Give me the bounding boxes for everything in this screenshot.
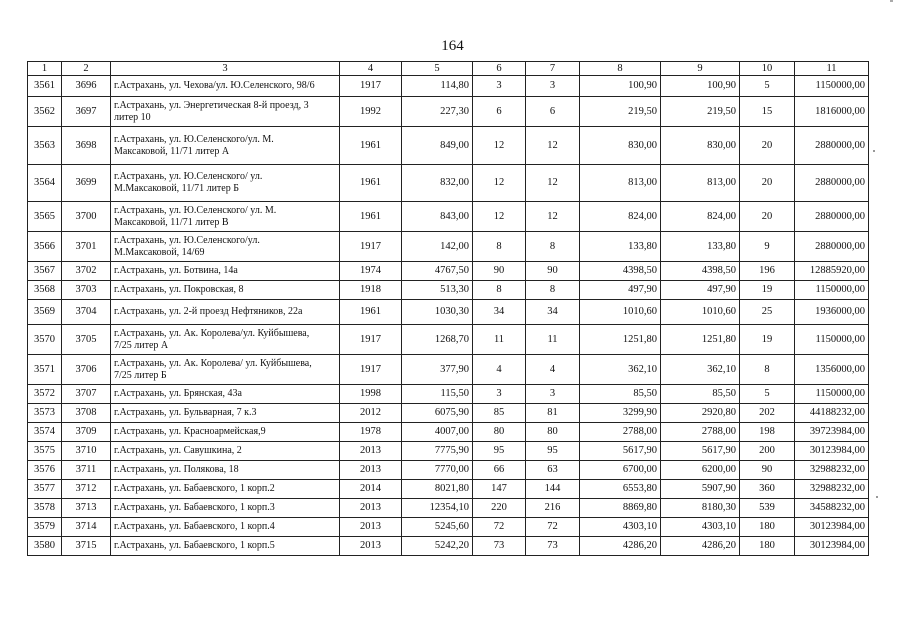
year-built-cell: 1961: [340, 300, 402, 325]
amount-cell: 32988232,00: [795, 480, 869, 499]
residents-count-cell: 5: [740, 385, 795, 404]
units-total-cell: 147: [473, 480, 526, 499]
object-number-cell: 3702: [62, 262, 111, 281]
address-line: г.Астрахань, ул. Бабаевского, 1 корп.4: [114, 521, 275, 532]
living-area-total-cell: 824,00: [580, 202, 661, 232]
address-cell: [111, 423, 340, 442]
total-area-cell: 114,80: [402, 76, 473, 97]
amount-cell: 1356000,00: [795, 355, 869, 385]
total-area-cell: 227,30: [402, 97, 473, 127]
table-row: [28, 404, 869, 423]
amount-cell: 30123984,00: [795, 442, 869, 461]
object-number-cell: 3706: [62, 355, 111, 385]
total-area-cell: 7770,00: [402, 461, 473, 480]
living-area-total-cell: 1251,80: [580, 325, 661, 355]
amount-cell: 2880000,00: [795, 127, 869, 165]
address-line: М.Максаковой, 11/71 литер Б: [114, 183, 239, 194]
residents-count-cell: 5: [740, 76, 795, 97]
column-header: 5: [402, 62, 473, 76]
year-built-cell: 1961: [340, 202, 402, 232]
residents-count-cell: 180: [740, 537, 795, 556]
object-number-cell: 3703: [62, 281, 111, 300]
object-number-cell: 3699: [62, 165, 111, 202]
page-number: 164: [441, 38, 464, 54]
scan-speck: [876, 496, 878, 498]
object-number-cell: 3698: [62, 127, 111, 165]
residents-count-cell: 360: [740, 480, 795, 499]
address-cell: [111, 262, 340, 281]
living-area-total-cell: 497,90: [580, 281, 661, 300]
residents-count-cell: 19: [740, 281, 795, 300]
address-cell: [111, 385, 340, 404]
year-built-cell: 2013: [340, 461, 402, 480]
row-number-cell: 3572: [28, 385, 62, 404]
units-residential-cell: 3: [526, 385, 580, 404]
living-area-total-cell: 4398,50: [580, 262, 661, 281]
table-row: [28, 442, 869, 461]
amount-cell: 1150000,00: [795, 281, 869, 300]
year-built-cell: 2013: [340, 537, 402, 556]
total-area-cell: 1268,70: [402, 325, 473, 355]
year-built-cell: 1917: [340, 76, 402, 97]
column-header: 10: [740, 62, 795, 76]
total-area-cell: 7775,90: [402, 442, 473, 461]
object-number-cell: 3712: [62, 480, 111, 499]
table-row: [28, 76, 869, 97]
row-number-cell: 3566: [28, 232, 62, 262]
residents-count-cell: 200: [740, 442, 795, 461]
object-number-cell: 3705: [62, 325, 111, 355]
total-area-cell: 4007,00: [402, 423, 473, 442]
units-total-cell: 12: [473, 127, 526, 165]
year-built-cell: 2013: [340, 442, 402, 461]
residents-count-cell: 9: [740, 232, 795, 262]
address-cell: [111, 442, 340, 461]
table-row: [28, 355, 869, 385]
object-number-cell: 3704: [62, 300, 111, 325]
year-built-cell: 1974: [340, 262, 402, 281]
living-area-residential-cell: 8180,30: [661, 499, 740, 518]
residents-count-cell: 198: [740, 423, 795, 442]
residents-count-cell: 15: [740, 97, 795, 127]
units-total-cell: 85: [473, 404, 526, 423]
units-total-cell: 34: [473, 300, 526, 325]
address-line: г.Астрахань, ул. Полякова, 18: [114, 464, 239, 475]
units-residential-cell: 144: [526, 480, 580, 499]
units-total-cell: 4: [473, 355, 526, 385]
year-built-cell: 1917: [340, 355, 402, 385]
row-number-cell: 3569: [28, 300, 62, 325]
units-residential-cell: 4: [526, 355, 580, 385]
units-total-cell: 12: [473, 202, 526, 232]
living-area-residential-cell: 100,90: [661, 76, 740, 97]
address-line: М.Максаковой, 14/69: [114, 246, 205, 258]
address-line: г.Астрахань, ул. Ю.Селенского/ул.: [114, 234, 260, 246]
amount-cell: 2880000,00: [795, 165, 869, 202]
living-area-total-cell: 6553,80: [580, 480, 661, 499]
column-header: 1: [28, 62, 62, 76]
address-line: литер 10: [114, 111, 151, 123]
table-row: [28, 202, 869, 232]
units-total-cell: 80: [473, 423, 526, 442]
living-area-total-cell: 4303,10: [580, 518, 661, 537]
units-total-cell: 73: [473, 537, 526, 556]
residents-count-cell: 19: [740, 325, 795, 355]
address-line: г.Астрахань, ул. Ю.Селенского/ ул. М.: [114, 204, 277, 216]
living-area-total-cell: 5617,90: [580, 442, 661, 461]
amount-cell: 2880000,00: [795, 202, 869, 232]
living-area-residential-cell: 5617,90: [661, 442, 740, 461]
address-line: 7/25 литер Б: [114, 369, 167, 381]
total-area-cell: 377,90: [402, 355, 473, 385]
address-line: Максаковой, 11/71 литер А: [114, 145, 230, 157]
residents-count-cell: 196: [740, 262, 795, 281]
total-area-cell: 8021,80: [402, 480, 473, 499]
units-residential-cell: 90: [526, 262, 580, 281]
table-row: [28, 480, 869, 499]
living-area-total-cell: 3299,90: [580, 404, 661, 423]
living-area-residential-cell: 2788,00: [661, 423, 740, 442]
total-area-cell: 513,30: [402, 281, 473, 300]
living-area-total-cell: 100,90: [580, 76, 661, 97]
table-row: [28, 97, 869, 127]
year-built-cell: 1961: [340, 165, 402, 202]
row-number-cell: 3580: [28, 537, 62, 556]
address-line: г.Астрахань, ул. Савушкина, 2: [114, 445, 242, 456]
object-number-cell: 3700: [62, 202, 111, 232]
living-area-total-cell: 8869,80: [580, 499, 661, 518]
total-area-cell: 12354,10: [402, 499, 473, 518]
living-area-total-cell: 133,80: [580, 232, 661, 262]
object-number-cell: 3711: [62, 461, 111, 480]
object-number-cell: 3701: [62, 232, 111, 262]
address-cell: [111, 165, 340, 202]
header-row: [28, 62, 869, 76]
object-number-cell: 3715: [62, 537, 111, 556]
address-line: Максаковой, 11/71 литер В: [114, 216, 229, 228]
living-area-total-cell: 362,10: [580, 355, 661, 385]
residents-count-cell: 8: [740, 355, 795, 385]
living-area-residential-cell: 4398,50: [661, 262, 740, 281]
row-number-cell: 3568: [28, 281, 62, 300]
total-area-cell: 4767,50: [402, 262, 473, 281]
row-number-cell: 3579: [28, 518, 62, 537]
table-row: [28, 165, 869, 202]
object-number-cell: 3707: [62, 385, 111, 404]
year-built-cell: 1978: [340, 423, 402, 442]
units-residential-cell: 12: [526, 165, 580, 202]
units-residential-cell: 3: [526, 76, 580, 97]
year-built-cell: 1917: [340, 325, 402, 355]
living-area-residential-cell: 824,00: [661, 202, 740, 232]
table-row: [28, 262, 869, 281]
living-area-total-cell: 830,00: [580, 127, 661, 165]
object-number-cell: 3714: [62, 518, 111, 537]
table-row: [28, 325, 869, 355]
living-area-residential-cell: 830,00: [661, 127, 740, 165]
row-number-cell: 3578: [28, 499, 62, 518]
table-row: [28, 232, 869, 262]
amount-cell: 1150000,00: [795, 325, 869, 355]
year-built-cell: 1998: [340, 385, 402, 404]
address-line: г.Астрахань, ул. Ак. Королева/ ул. Куйбышева,: [114, 357, 312, 369]
units-total-cell: 72: [473, 518, 526, 537]
year-built-cell: 2013: [340, 518, 402, 537]
row-number-cell: 3577: [28, 480, 62, 499]
table-row: [28, 499, 869, 518]
year-built-cell: 1961: [340, 127, 402, 165]
year-built-cell: 2012: [340, 404, 402, 423]
address-line: г.Астрахань, ул. Красноармейская,9: [114, 426, 266, 437]
units-total-cell: 12: [473, 165, 526, 202]
residents-count-cell: 20: [740, 202, 795, 232]
living-area-residential-cell: 5907,90: [661, 480, 740, 499]
address-cell: [111, 404, 340, 423]
units-residential-cell: 81: [526, 404, 580, 423]
total-area-cell: 849,00: [402, 127, 473, 165]
amount-cell: 12885920,00: [795, 262, 869, 281]
amount-cell: 39723984,00: [795, 423, 869, 442]
units-residential-cell: 8: [526, 281, 580, 300]
residents-count-cell: 539: [740, 499, 795, 518]
column-header: 7: [526, 62, 580, 76]
total-area-cell: 5245,60: [402, 518, 473, 537]
address-cell: [111, 76, 340, 97]
address-cell: [111, 355, 340, 385]
amount-cell: 32988232,00: [795, 461, 869, 480]
scan-speck: [890, 0, 893, 2]
address-line: г.Астрахань, ул. Бабаевского, 1 корп.3: [114, 502, 275, 513]
column-header: 6: [473, 62, 526, 76]
living-area-residential-cell: 813,00: [661, 165, 740, 202]
living-area-total-cell: 813,00: [580, 165, 661, 202]
object-number-cell: 3709: [62, 423, 111, 442]
table-row: [28, 423, 869, 442]
year-built-cell: 1992: [340, 97, 402, 127]
total-area-cell: 142,00: [402, 232, 473, 262]
address-cell: [111, 300, 340, 325]
units-residential-cell: 11: [526, 325, 580, 355]
table-row: [28, 281, 869, 300]
amount-cell: 2880000,00: [795, 232, 869, 262]
living-area-total-cell: 219,50: [580, 97, 661, 127]
units-total-cell: 3: [473, 76, 526, 97]
units-residential-cell: 73: [526, 537, 580, 556]
column-header: 4: [340, 62, 402, 76]
row-number-cell: 3575: [28, 442, 62, 461]
address-line: г.Астрахань, ул. Ботвина, 14а: [114, 265, 238, 276]
address-cell: [111, 499, 340, 518]
total-area-cell: 115,50: [402, 385, 473, 404]
column-header: 2: [62, 62, 111, 76]
living-area-residential-cell: 4303,10: [661, 518, 740, 537]
table-row: [28, 461, 869, 480]
amount-cell: 1150000,00: [795, 385, 869, 404]
living-area-residential-cell: 497,90: [661, 281, 740, 300]
table-row: [28, 127, 869, 165]
residents-count-cell: 202: [740, 404, 795, 423]
address-cell: [111, 97, 340, 127]
residents-count-cell: 20: [740, 127, 795, 165]
units-total-cell: 8: [473, 232, 526, 262]
address-line: 7/25 литер А: [114, 339, 169, 351]
column-header: 3: [111, 62, 340, 76]
total-area-cell: 1030,30: [402, 300, 473, 325]
year-built-cell: 1917: [340, 232, 402, 262]
year-built-cell: 2014: [340, 480, 402, 499]
residents-count-cell: 20: [740, 165, 795, 202]
object-number-cell: 3696: [62, 76, 111, 97]
amount-cell: 30123984,00: [795, 518, 869, 537]
address-cell: [111, 518, 340, 537]
living-area-total-cell: 2788,00: [580, 423, 661, 442]
living-area-residential-cell: 1251,80: [661, 325, 740, 355]
address-line: г.Астрахань, ул. Энергетическая 8-й проезд, 3: [114, 99, 309, 111]
row-number-cell: 3563: [28, 127, 62, 165]
table-row: [28, 518, 869, 537]
address-cell: [111, 232, 340, 262]
living-area-residential-cell: 6200,00: [661, 461, 740, 480]
address-line: г.Астрахань, ул. Ю.Селенского/ул. М.: [114, 133, 274, 145]
address-cell: [111, 281, 340, 300]
units-total-cell: 8: [473, 281, 526, 300]
units-residential-cell: 80: [526, 423, 580, 442]
units-total-cell: 90: [473, 262, 526, 281]
address-line: г.Астрахань, ул. Покровская, 8: [114, 284, 244, 295]
year-built-cell: 2013: [340, 499, 402, 518]
address-cell: [111, 127, 340, 165]
units-residential-cell: 6: [526, 97, 580, 127]
object-number-cell: 3713: [62, 499, 111, 518]
units-total-cell: 220: [473, 499, 526, 518]
total-area-cell: 5242,20: [402, 537, 473, 556]
column-header: 11: [795, 62, 869, 76]
living-area-total-cell: 4286,20: [580, 537, 661, 556]
table-row: [28, 385, 869, 404]
living-area-total-cell: 1010,60: [580, 300, 661, 325]
units-residential-cell: 72: [526, 518, 580, 537]
object-number-cell: 3710: [62, 442, 111, 461]
amount-cell: 1936000,00: [795, 300, 869, 325]
living-area-residential-cell: 85,50: [661, 385, 740, 404]
address-line: г.Астрахань, ул. Бабаевского, 1 корп.5: [114, 540, 275, 551]
column-header: 9: [661, 62, 740, 76]
row-number-cell: 3574: [28, 423, 62, 442]
address-line: г.Астрахань, ул. Бульварная, 7 к.3: [114, 407, 257, 418]
residents-count-cell: 90: [740, 461, 795, 480]
units-residential-cell: 63: [526, 461, 580, 480]
amount-cell: 1816000,00: [795, 97, 869, 127]
units-residential-cell: 95: [526, 442, 580, 461]
units-residential-cell: 12: [526, 127, 580, 165]
row-number-cell: 3576: [28, 461, 62, 480]
living-area-total-cell: 85,50: [580, 385, 661, 404]
address-cell: [111, 480, 340, 499]
table-body: [28, 76, 869, 556]
units-residential-cell: 34: [526, 300, 580, 325]
table-row: [28, 300, 869, 325]
row-number-cell: 3562: [28, 97, 62, 127]
row-number-cell: 3564: [28, 165, 62, 202]
row-number-cell: 3565: [28, 202, 62, 232]
total-area-cell: 6075,90: [402, 404, 473, 423]
address-line: г.Астрахань, ул. 2-й проезд Нефтяников, 22а: [114, 306, 303, 317]
row-number-cell: 3567: [28, 262, 62, 281]
residents-count-cell: 180: [740, 518, 795, 537]
living-area-residential-cell: 133,80: [661, 232, 740, 262]
address-line: г.Астрахань, ул. Бабаевского, 1 корп.2: [114, 483, 275, 494]
total-area-cell: 843,00: [402, 202, 473, 232]
column-header: 8: [580, 62, 661, 76]
scan-speck: [873, 150, 875, 152]
address-line: г.Астрахань, ул. Ак. Королева/ул. Куйбышева,: [114, 327, 310, 339]
units-total-cell: 95: [473, 442, 526, 461]
units-total-cell: 6: [473, 97, 526, 127]
object-number-cell: 3697: [62, 97, 111, 127]
total-area-cell: 832,00: [402, 165, 473, 202]
units-residential-cell: 8: [526, 232, 580, 262]
living-area-residential-cell: 1010,60: [661, 300, 740, 325]
address-line: г.Астрахань, ул. Брянская, 43а: [114, 388, 242, 399]
year-built-cell: 1918: [340, 281, 402, 300]
address-line: г.Астрахань, ул. Ю.Селенского/ ул.: [114, 171, 263, 182]
living-area-total-cell: 6700,00: [580, 461, 661, 480]
units-total-cell: 66: [473, 461, 526, 480]
row-number-cell: 3571: [28, 355, 62, 385]
table-row: [28, 537, 869, 556]
address-cell: [111, 202, 340, 232]
address-cell: [111, 461, 340, 480]
units-total-cell: 3: [473, 385, 526, 404]
living-area-residential-cell: 4286,20: [661, 537, 740, 556]
living-area-residential-cell: 219,50: [661, 97, 740, 127]
address-line: г.Астрахань, ул. Чехова/ул. Ю.Селенского, 98/6: [114, 80, 315, 91]
living-area-residential-cell: 362,10: [661, 355, 740, 385]
units-residential-cell: 12: [526, 202, 580, 232]
units-residential-cell: 216: [526, 499, 580, 518]
object-number-cell: 3708: [62, 404, 111, 423]
units-total-cell: 11: [473, 325, 526, 355]
row-number-cell: 3573: [28, 404, 62, 423]
housing-registry-table: [27, 61, 869, 556]
address-cell: [111, 325, 340, 355]
address-cell: [111, 537, 340, 556]
living-area-residential-cell: 2920,80: [661, 404, 740, 423]
row-number-cell: 3561: [28, 76, 62, 97]
residents-count-cell: 25: [740, 300, 795, 325]
amount-cell: 34588232,00: [795, 499, 869, 518]
amount-cell: 1150000,00: [795, 76, 869, 97]
row-number-cell: 3570: [28, 325, 62, 355]
amount-cell: 30123984,00: [795, 537, 869, 556]
amount-cell: 44188232,00: [795, 404, 869, 423]
